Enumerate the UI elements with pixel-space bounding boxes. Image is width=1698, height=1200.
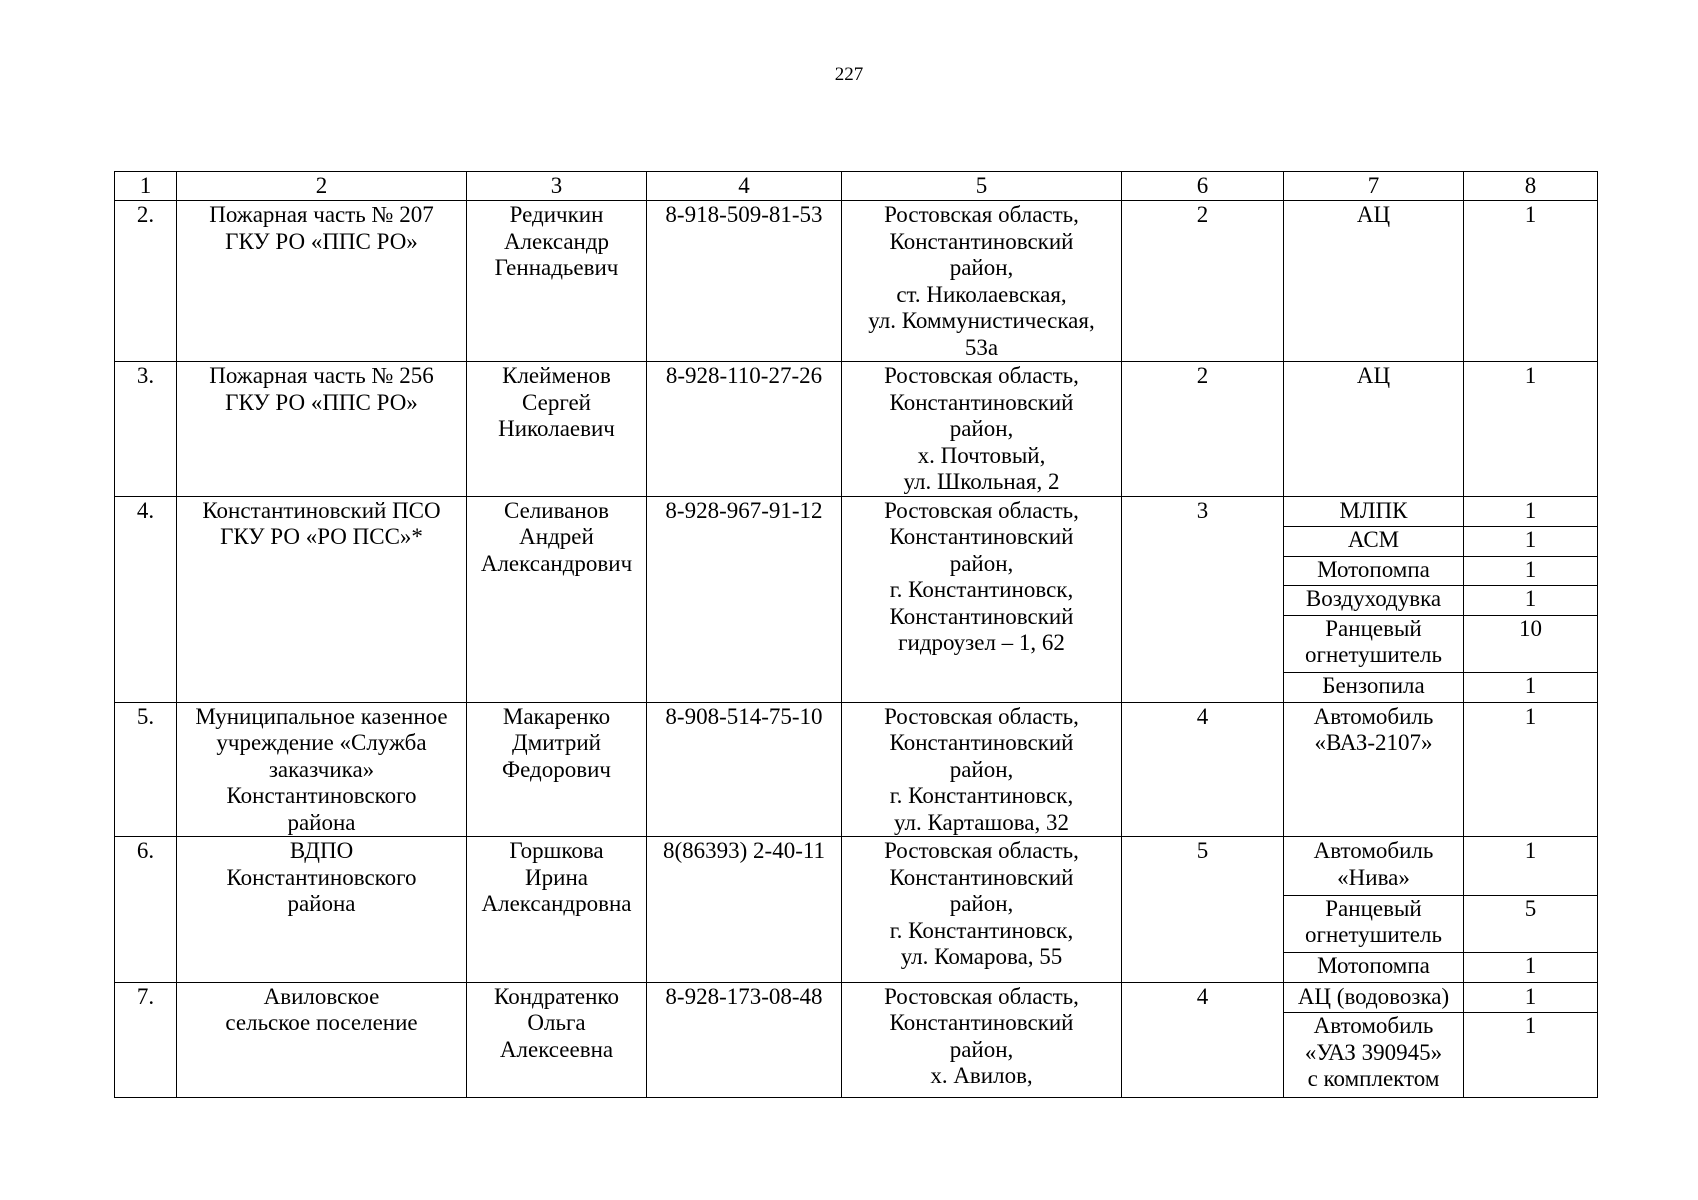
organization-line: ГКУ РО «РО ПСС»* <box>220 524 423 549</box>
address-cell <box>842 201 1122 362</box>
equipment-name-line: огнетушитель <box>1305 642 1442 667</box>
address-line: Ростовская область, <box>884 703 1079 729</box>
person-name-line: Кондратенко <box>494 983 619 1009</box>
organization-line: Константиновского <box>226 864 417 890</box>
organization-line: учреждение «Служба <box>216 730 427 755</box>
equipment-item <box>1284 615 1464 673</box>
address-line: ст. Николаевская, <box>896 281 1067 307</box>
organization-line: сельское поселение <box>225 1010 418 1035</box>
equipment-name-cell <box>1284 201 1464 362</box>
equipment-name-line: «Нива» <box>1337 864 1410 890</box>
equipment-count: 1 <box>1464 526 1598 556</box>
address-line: ул. Школьная, 2 <box>903 469 1060 494</box>
equipment-name-line: Автомобиль <box>1313 838 1434 863</box>
equipment-name-line: Мотопомпа <box>1317 953 1430 978</box>
equipment-count: 1 <box>1464 672 1598 702</box>
organization-line: Константиновского <box>226 783 417 808</box>
equipment-item <box>1284 1012 1464 1097</box>
person-name-line: Ольга <box>527 1010 586 1035</box>
header-cell: 5 <box>842 172 1122 201</box>
organization-line: Пожарная часть № 256 <box>209 363 434 388</box>
phone-cell: 8-918-509-81-53 <box>647 201 842 362</box>
equipment-item <box>1284 672 1464 702</box>
equipment-item <box>1284 498 1464 527</box>
col6-cell: 2 <box>1122 201 1284 362</box>
equipment-count-cell: 1 <box>1464 201 1598 362</box>
organization-cell <box>177 201 467 362</box>
organization-cell <box>177 362 467 497</box>
person-name-line: Дмитрий <box>511 730 601 755</box>
equipment-item <box>1284 526 1464 556</box>
equipment-item <box>1284 556 1464 586</box>
header-cell: 6 <box>1122 172 1284 201</box>
equipment-name-line: «ВАЗ-2107» <box>1314 730 1433 755</box>
resources-table <box>114 171 1598 1098</box>
organization-line: Константиновский ПСО <box>202 497 441 523</box>
table-row <box>115 837 1598 983</box>
table-row <box>115 201 1598 362</box>
equipment-name-line: Ранцевый <box>1325 615 1422 641</box>
responsible-person-cell <box>467 362 647 497</box>
address-line: район, <box>949 416 1014 441</box>
equipment-item <box>1284 895 1464 953</box>
table-header-row <box>115 172 1598 201</box>
organization-cell <box>177 837 467 983</box>
organization-line: Пожарная часть № 207 <box>209 202 434 227</box>
equipment-name-cell <box>1284 837 1464 983</box>
equipment-count-cell: 1 <box>1464 362 1598 497</box>
equipment-count: 1 <box>1464 556 1598 586</box>
person-name-line: Николаевич <box>498 416 615 441</box>
header-cell: 4 <box>647 172 842 201</box>
equipment-count: 1 <box>1524 838 1537 863</box>
address-cell <box>842 837 1122 983</box>
col6-cell: 2 <box>1122 362 1284 497</box>
col6-cell: 4 <box>1122 982 1284 1098</box>
address-line: ул. Карташова, 32 <box>894 809 1069 835</box>
equipment-count-cell: 1 <box>1464 702 1598 837</box>
header-cell: 3 <box>467 172 647 201</box>
organization-cell <box>177 496 467 702</box>
organization-cell <box>177 982 467 1098</box>
address-line: х. Почтовый, <box>917 442 1046 468</box>
person-name-line: Макаренко <box>502 703 611 729</box>
page-number: 227 <box>834 64 864 85</box>
row-number-cell: 7. <box>115 982 177 1098</box>
table-row <box>115 362 1598 497</box>
phone-cell: 8-928-173-08-48 <box>647 982 842 1098</box>
equipment-count: 1 <box>1464 1012 1598 1097</box>
equipment-name-line: Воздуходувка <box>1305 586 1442 611</box>
organization-line: ГКУ РО «ППС РО» <box>225 228 418 254</box>
row-number-cell: 3. <box>115 362 177 497</box>
table-row <box>115 702 1598 837</box>
col6-cell: 5 <box>1122 837 1284 983</box>
address-line: Ростовская область, <box>884 202 1079 227</box>
organization-line: ГКУ РО «ППС РО» <box>225 389 418 415</box>
responsible-person-cell <box>467 982 647 1098</box>
address-line: район, <box>949 756 1014 782</box>
equipment-name-line: Ранцевый <box>1325 895 1422 921</box>
header-cell: 8 <box>1464 172 1598 201</box>
address-line: ул. Комарова, 55 <box>900 944 1063 969</box>
equipment-name-cell <box>1284 702 1464 837</box>
organization-line: ВДПО <box>289 838 354 863</box>
person-name-line: Горшкова <box>509 838 604 863</box>
person-name-line: Александр <box>503 228 610 254</box>
person-name-line: Геннадьевич <box>494 255 619 280</box>
equipment-count-cell <box>1464 496 1598 702</box>
equipment-name-line: АЦ <box>1356 363 1391 388</box>
equipment-name-line: с комплектом <box>1307 1066 1440 1091</box>
person-name-line: Федорович <box>501 756 611 782</box>
address-cell <box>842 362 1122 497</box>
equipment-name-line: Автомобиль <box>1313 703 1434 729</box>
equipment-count: 1 <box>1524 983 1537 1009</box>
organization-line: Авиловское <box>263 983 380 1009</box>
person-name-line: Андрей <box>519 524 594 549</box>
equipment-name-line: АСМ <box>1347 527 1400 552</box>
equipment-count: 1 <box>1464 585 1598 615</box>
equipment-item <box>1284 984 1464 1013</box>
equipment-item <box>1284 952 1464 982</box>
address-line: 53а <box>964 334 999 360</box>
equipment-count-cell <box>1464 982 1598 1098</box>
address-line: район, <box>949 891 1014 916</box>
person-name-line: Сергей <box>522 389 591 415</box>
header-cell: 7 <box>1284 172 1464 201</box>
address-line: район, <box>949 1036 1014 1062</box>
address-line: ул. Коммунистическая, <box>868 308 1095 333</box>
responsible-person-cell <box>467 201 647 362</box>
col6-cell: 3 <box>1122 496 1284 702</box>
address-line: Константиновский <box>889 603 1074 629</box>
address-line: г. Константиновск, <box>889 917 1074 943</box>
person-name-line: Редичкин <box>509 202 604 227</box>
person-name-line: Александрович <box>480 550 633 576</box>
address-line: Константиновский <box>889 228 1074 254</box>
address-line: район, <box>949 550 1014 576</box>
phone-cell: 8-928-110-27-26 <box>647 362 842 497</box>
equipment-name-cell <box>1284 982 1464 1098</box>
person-name-line: Ирина <box>525 864 588 890</box>
equipment-count-cell <box>1464 837 1598 983</box>
address-line: Константиновский <box>889 389 1074 415</box>
row-number-cell: 2. <box>115 201 177 362</box>
address-line: гидроузел – 1, 62 <box>898 630 1065 655</box>
address-line: Константиновский <box>889 864 1074 890</box>
row-number-cell: 6. <box>115 837 177 983</box>
equipment-name-line: Бензопила <box>1322 673 1425 698</box>
responsible-person-cell <box>467 837 647 983</box>
phone-cell: 8(86393) 2-40-11 <box>647 837 842 983</box>
person-name-line: Селиванов <box>503 497 610 523</box>
address-line: Константиновский <box>889 730 1074 755</box>
table-row <box>115 982 1598 1098</box>
equipment-count: 1 <box>1464 952 1598 982</box>
person-name-line: Алексеевна <box>499 1036 614 1062</box>
equipment-name-line: «УАЗ 390945» <box>1304 1039 1443 1065</box>
organization-cell <box>177 702 467 837</box>
col6-cell: 4 <box>1122 702 1284 837</box>
phone-cell: 8-908-514-75-10 <box>647 702 842 837</box>
person-name-line: Александровна <box>481 891 632 916</box>
equipment-name-line: АЦ (водовозка) <box>1297 983 1450 1009</box>
address-line: х. Авилов, <box>930 1063 1033 1088</box>
header-cell: 1 <box>115 172 177 201</box>
address-line: г. Константиновск, <box>889 577 1074 602</box>
address-line: Константиновский <box>889 1010 1074 1035</box>
equipment-name-cell <box>1284 362 1464 497</box>
equipment-name-line: АЦ <box>1356 202 1391 227</box>
table-row <box>115 496 1598 702</box>
address-line: Константиновский <box>889 524 1074 549</box>
equipment-count: 10 <box>1464 615 1598 673</box>
row-number-cell: 4. <box>115 496 177 702</box>
person-name-line: Клейменов <box>502 363 611 388</box>
equipment-name-line: МЛПК <box>1339 497 1408 523</box>
organization-line: Муниципальное казенное <box>195 703 448 729</box>
responsible-person-cell <box>467 496 647 702</box>
equipment-item <box>1284 838 1464 895</box>
header-cell: 2 <box>177 172 467 201</box>
organization-line: района <box>287 891 356 916</box>
equipment-name-line: Автомобиль <box>1313 1013 1434 1038</box>
equipment-name-cell <box>1284 496 1464 702</box>
equipment-name-line: Мотопомпа <box>1317 556 1430 582</box>
organization-line: района <box>287 809 356 835</box>
address-line: Ростовская область, <box>884 983 1079 1009</box>
address-line: Ростовская область, <box>884 497 1079 523</box>
address-cell <box>842 702 1122 837</box>
address-cell <box>842 496 1122 702</box>
responsible-person-cell <box>467 702 647 837</box>
equipment-count: 1 <box>1524 497 1537 523</box>
equipment-count: 5 <box>1464 895 1598 953</box>
organization-line: заказчика» <box>268 756 375 782</box>
address-line: район, <box>949 255 1014 280</box>
equipment-item <box>1284 585 1464 615</box>
address-line: Ростовская область, <box>884 838 1079 863</box>
row-number-cell: 5. <box>115 702 177 837</box>
address-line: г. Константиновск, <box>889 783 1074 808</box>
address-line: Ростовская область, <box>884 363 1079 388</box>
address-cell <box>842 982 1122 1098</box>
phone-cell: 8-928-967-91-12 <box>647 496 842 702</box>
equipment-name-line: огнетушитель <box>1305 922 1442 947</box>
